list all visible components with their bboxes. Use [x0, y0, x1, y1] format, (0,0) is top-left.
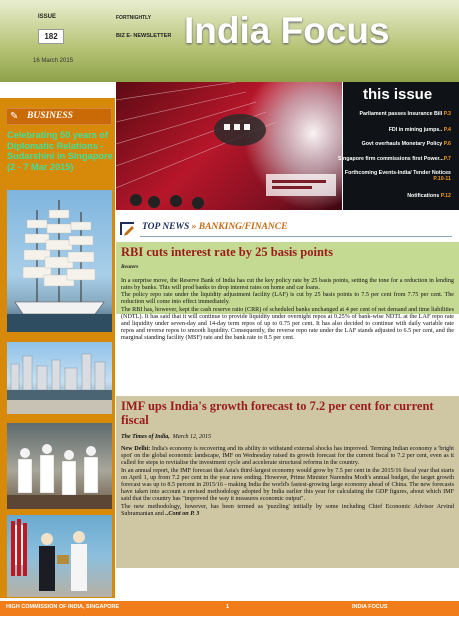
toc-item[interactable]: Govt overhauls Monetary Policy P.6: [361, 141, 451, 147]
footer-organization: HIGH COMMISSION OF INDIA, SINGAPORE: [6, 604, 120, 610]
article-headline[interactable]: IMF ups India's growth forecast to 7.2 per cent for current fiscal: [121, 399, 434, 427]
paragraph: The policy repo rate under the liquidity adjustment facility (LAF) is cut by 25 basis points to 7.5 per cent from 7.75 per cent. The reduction will come into effect immediately.: [121, 292, 454, 306]
footer-publication: INDIA FOCUS: [352, 604, 388, 610]
harbour-photo: [7, 342, 112, 414]
paragraph-text: India's economy is recovering and its ability to withstand external shocks has improved. Terming Indian economy a 'bright spot' on the global economic landscape, IMF on Wednesday raised its growth forecast for the current fiscal to 7.2 per cent, even as it called for steps to revitalise the investment cycle and accelerate structural reforms in the country.: [121, 446, 454, 467]
paragraph: In a surprise move, the Reserve Bank of India has cut the key policy rate by 25 basis points, setting the tone for a reduction in lending rates by banks. This will prod banks to drop interest rates on home and car loans.: [121, 278, 454, 292]
section-label: BUSINESS: [27, 111, 73, 121]
section-header: [142, 222, 287, 232]
crew-photo: [7, 423, 112, 509]
divider: [140, 236, 452, 237]
article-source: [121, 434, 211, 440]
sidebar-headline[interactable]: Celebrating 50 years of Diplomatic Relations - Sudarshini in Singapore (2 - 7 Mar 2015): [7, 130, 113, 172]
separator: »: [191, 222, 197, 232]
toc-item[interactable]: Notifications P.12: [407, 193, 451, 199]
article-headline[interactable]: RBI cuts interest rate by 25 basis points: [121, 245, 333, 259]
article-body: [116, 278, 459, 342]
issue-date: 16 March 2015: [33, 58, 74, 64]
continued-link[interactable]: ..Cont on P. 3: [165, 510, 200, 517]
toc-item[interactable]: Forthcoming Events-India/ Tender Notices P.10-11: [344, 170, 451, 182]
dateline: New Delhi:: [121, 446, 151, 452]
page-title: India Focus: [184, 10, 390, 51]
toc-item[interactable]: FDI in mining jumps.. P.4: [388, 127, 451, 133]
article-body: [116, 446, 459, 518]
newsletter-label: BIZ E- NEWSLETTER: [116, 33, 172, 39]
pencil-icon: ✎: [10, 111, 19, 122]
issue-number: 182: [38, 29, 64, 44]
top-news-label: TOP NEWS: [142, 222, 190, 232]
section-band: [6, 108, 112, 125]
category-label: BANKING/FINANCE: [198, 222, 288, 232]
frequency-label: FORTNIGHTLY: [116, 15, 152, 21]
issue-label: ISSUE: [38, 14, 57, 20]
this-issue-title: this issue: [363, 86, 433, 103]
make-in-india-photo: [116, 82, 342, 210]
toc-item[interactable]: Parliament passes Insurance Bill P.3: [359, 111, 451, 117]
ceremony-photo: [7, 515, 112, 597]
page-number: 1: [226, 604, 230, 610]
source-date: March 12, 2015: [172, 434, 212, 440]
article-source: Reuters: [121, 264, 139, 270]
source-name: The Times of India,: [121, 434, 170, 440]
pencil-corner-icon: [118, 220, 136, 236]
tall-ship-photo: [7, 190, 112, 332]
paragraph: [121, 446, 454, 468]
paragraph-text: The new methodology, however, has been termed as 'puzzling' initially by some including Chief Economic Advisor Arvind Subramanian and: [121, 503, 454, 517]
toc-item[interactable]: Singapore firm commissions first Power...P.7: [338, 156, 451, 162]
paragraph: The RBI has, however, kept the cash reserve ratio (CRR) of scheduled banks unchanged at 4 per cent of net demand and time liabilities (NDTL). It has said that it will continue to provide liquidity under overnight repos at 0.25% of bank-wise NDTL at the LAF repo rate and liquidity under seven-day and 14-day term repos of up to 0.75 per cent. It has also decided to continue with daily variable rate repos and reverse repos to smooth liquidity. Consequently, the reverse repo rate under the LAF stands adjusted to 6.5 per cent, and the marginal standing facility (MSF) rate and the bank rate to 8.5 per cent.: [121, 306, 454, 342]
paragraph: In an annual report, the IMF forecast that Asia's third-largest economy would grow by 7.5 per cent in the 2015/16 fiscal year that starts on April 1, up from 7.2 per cent in the year now ending. However, Prime Minister Narendra Modi's annual budget, the target growth forecast was up to 8.5 percent in 2015/16 - making India the world's fastest-growing large economy ahead of China. The new forecasts have taken into account a revised methodology adopted by India earlier this year for calculating the GDP figures, about which IMF said that the country has "improved the way it measures economic output".: [121, 467, 454, 503]
paragraph: [121, 504, 454, 518]
